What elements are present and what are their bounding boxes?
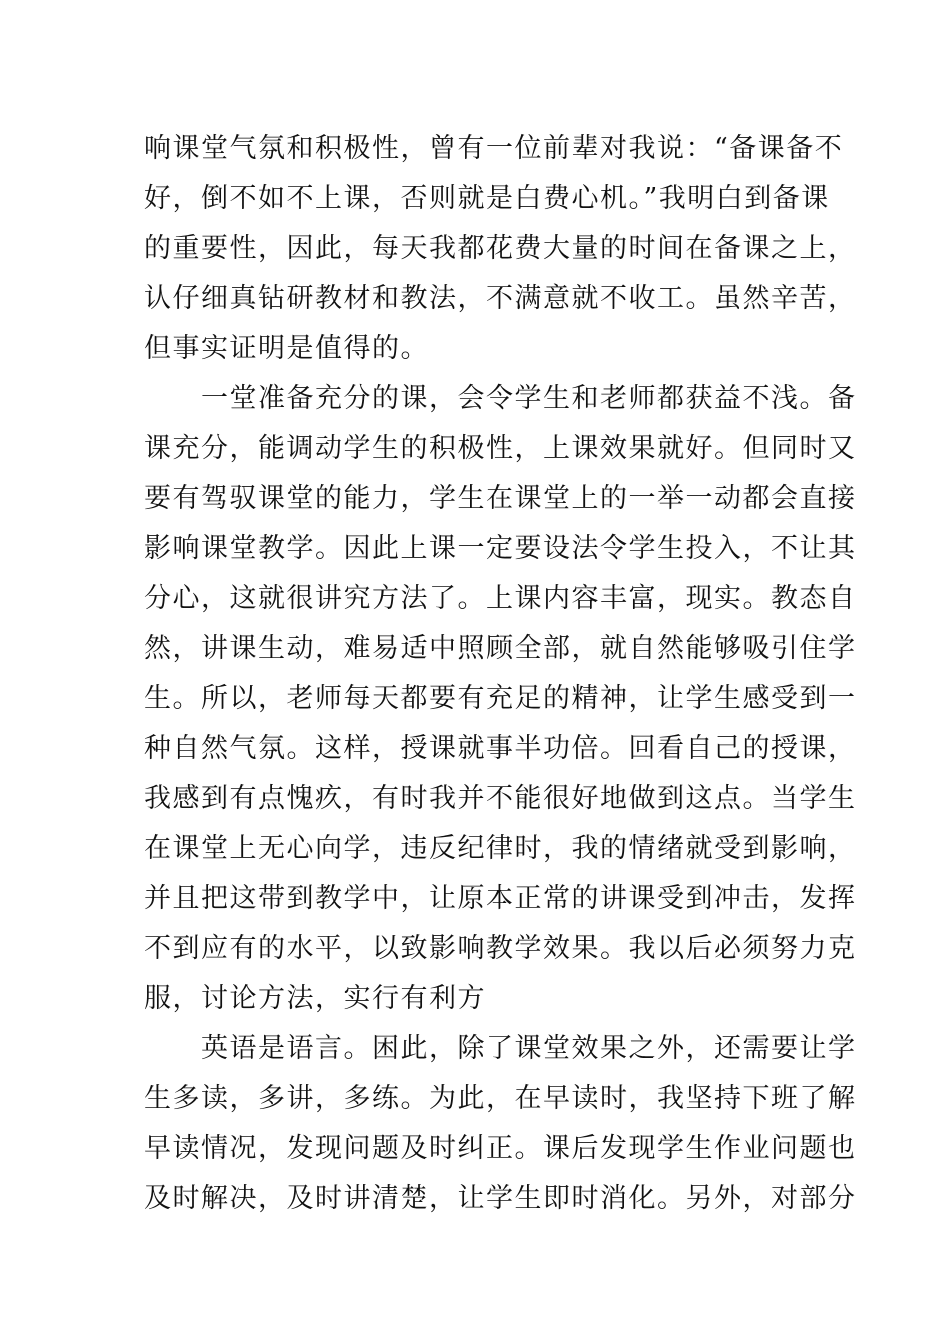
paragraph-first-line: 一堂准备充分的课，会令学生和老师都获益不浅。备	[201, 383, 857, 414]
text-line: 早读情况，发现问题及时纠正。课后发现学生作业问题也	[144, 1133, 857, 1164]
text-line: 要有驾驭课堂的能力，学生在课堂上的一举一动都会直接	[144, 483, 857, 514]
body-text	[144, 124, 857, 1224]
text-line: 认仔细真钻研教材和教法，不满意就不收工。虽然辛苦，	[144, 283, 857, 314]
text-line: 及时解决，及时讲清楚，让学生即时消化。另外，对部分	[144, 1183, 857, 1214]
text-line: 我感到有点愧疚，有时我并不能很好地做到这点。当学生	[144, 783, 857, 814]
text-line: 然，讲课生动，难易适中照顾全部，就自然能够吸引住学	[144, 633, 857, 664]
text-line: 分心，这就很讲究方法了。上课内容丰富，现实。教态自	[144, 583, 857, 614]
text-line: 影响课堂教学。因此上课一定要设法令学生投入，不让其	[144, 533, 857, 564]
text-line: 不到应有的水平，以致影响教学效果。我以后必须努力克	[144, 933, 857, 964]
text-line: 生多读，多讲，多练。为此，在早读时，我坚持下班了解	[144, 1083, 857, 1114]
text-line: 好，倒不如不上课，否则就是白费心机。”我明白到备课	[144, 183, 830, 214]
text-line: 但事实证明是值得的。	[144, 333, 429, 364]
text-line: 在课堂上无心向学，违反纪律时，我的情绪就受到影响，	[144, 833, 857, 864]
text-line: 响课堂气氛和积极性，曾有一位前辈对我说：“备课备不	[144, 133, 844, 164]
text-line: 课充分，能调动学生的积极性，上课效果就好。但同时又	[144, 433, 857, 464]
paragraph-first-line: 英语是语言。困此，除了课堂效果之外，还需要让学	[201, 1033, 857, 1064]
text-line: 种自然气氛。这样，授课就事半功倍。回看自己的授课，	[144, 733, 857, 764]
text-line: 生。所以，老师每天都要有充足的精神，让学生感受到一	[144, 683, 857, 714]
text-line: 的重要性，因此，每天我都花费大量的时间在备课之上，	[144, 233, 857, 264]
text-line: 服，讨论方法，实行有利方	[144, 983, 486, 1014]
text-line: 并且把这带到教学中，让原本正常的讲课受到冲击，发挥	[144, 883, 857, 914]
